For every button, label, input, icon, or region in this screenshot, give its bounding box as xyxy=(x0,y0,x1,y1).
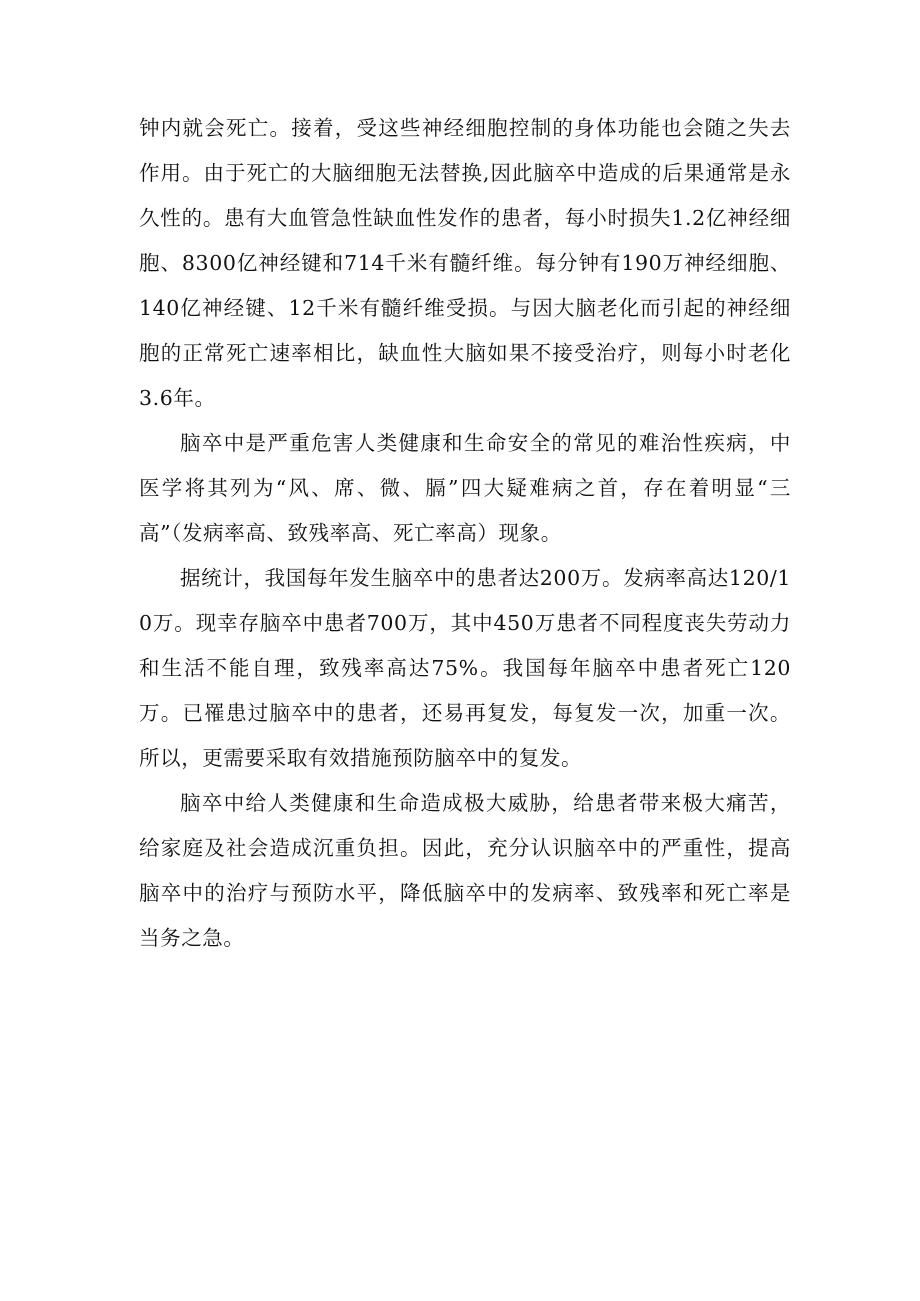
body-paragraph-3: 据统计，我国每年发生脑卒中的患者达200万。发病率高达120/10万。现幸存脑卒中患者700万，其中450万患者不同程度丧失劳动力和生活不能自理，致残率高达75%。我国每年脑卒中患者死亡120万。已罹患过脑卒中的患者，还易再复发，每复发一次，加重一次。所以，更需要采取有效措施预防脑卒中的复发。 xyxy=(139,566,791,770)
document-body xyxy=(139,106,791,961)
body-paragraph-2: 脑卒中是严重危害人类健康和生命安全的常见的难治性疾病，中医学将其列为“风、席、微、膈”四大疑难病之首，存在着明显“三高”（发病率高、致残率高、死亡率高）现象。 xyxy=(139,431,791,545)
body-paragraph-1: 钟内就会死亡。接着，受这些神经细胞控制的身体功能也会随之失去作用。由于死亡的大脑细胞无法替换,因此脑卒中造成的后果通常是永久性的。患有大血管急性缺血性发作的患者，每小时损失1.2亿神经细胞、8300亿神经键和714千米有髓纤维。每分钟有190万神经细胞、140亿神经键、12千米有髓纤维受损。与因大脑老化而引起的神经细胞的正常死亡速率相比，缺血性大脑如果不接受治疗，则每小时老化3.6年。 xyxy=(139,116,791,410)
body-paragraph-4: 脑卒中给人类健康和生命造成极大威胁，给患者带来极大痛苦，给家庭及社会造成沉重负担。因此，充分认识脑卒中的严重性，提高脑卒中的治疗与预防水平，降低脑卒中的发病率、致残率和死亡率是当务之急。 xyxy=(139,791,791,950)
